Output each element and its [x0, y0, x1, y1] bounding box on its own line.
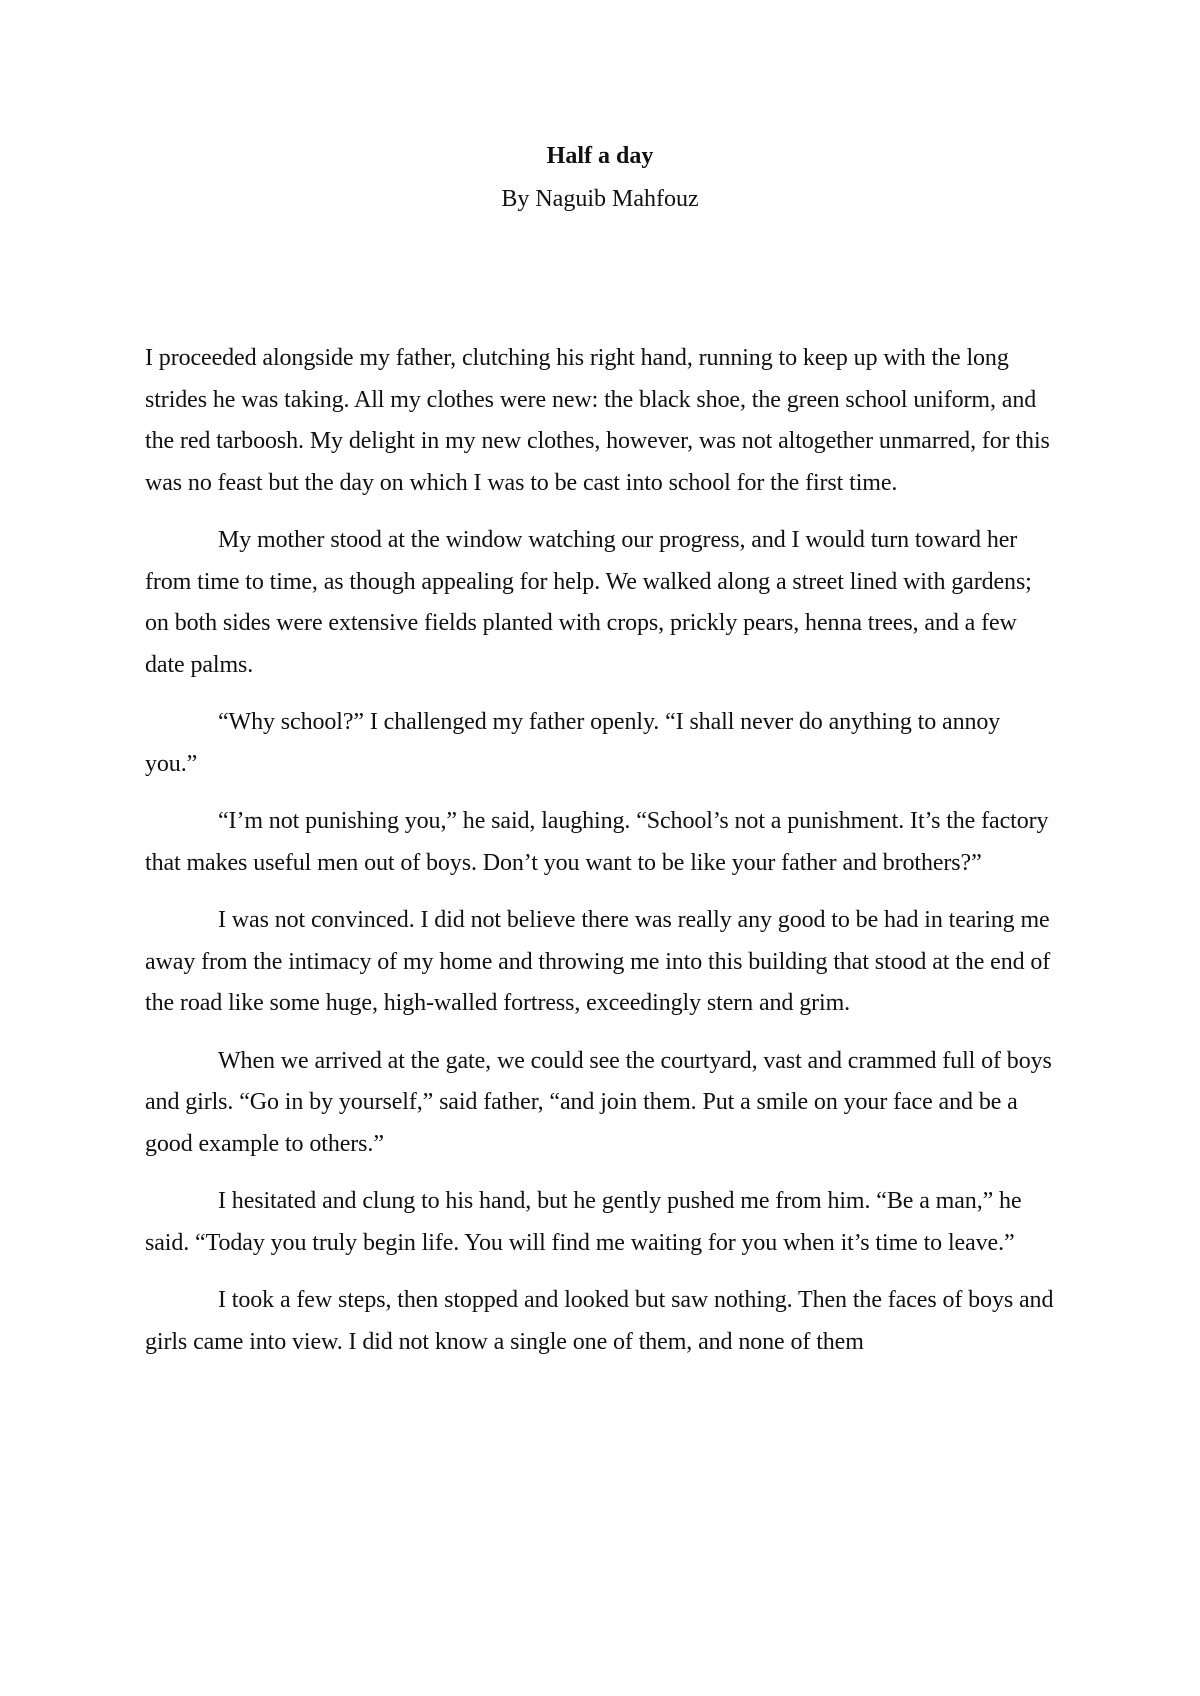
paragraph-6: When we arrived at the gate, we could see the courtyard, vast and crammed full of boys and girls. “Go in by yourself,” said father, “and join them. Put a smile on your face and be a good example to others.” [145, 1047, 1052, 1157]
story-body [145, 338, 1055, 1379]
paragraph-2: My mother stood at the window watching our progress, and I would turn toward her from time to time, as though appealing for help. We walked along a street lined with gardens; on both sides were extensive fields planted with crops, prickly pears, henna trees, and a few date palms. [145, 527, 1032, 678]
paragraph-1: I proceeded alongside my father, clutching his right hand, running to keep up with the long strides he was taking. All my clothes were new: the black shoe, the green school uniform, and the red tarboosh. My delight in my new clothes, however, was not altogether unmarred, for this was no feast but the day on which I was to be cast into school for the first time. [145, 345, 1050, 496]
paragraph-8: I took a few steps, then stopped and looked but saw nothing. Then the faces of boys and girls came into view. I did not know a single one of them, and none of them [145, 1287, 1054, 1355]
paragraph-7: I hesitated and clung to his hand, but he gently pushed me from him. “Be a man,” he said. “Today you truly begin life. You will find me waiting for you when it’s time to leave.” [145, 1188, 1022, 1256]
story-author: By Naguib Mahfouz [501, 186, 699, 212]
paragraph-4: “I’m not punishing you,” he said, laughing. “School’s not a punishment. It’s the factory that makes useful men out of boys. Don’t you want to be like your father and brothers?” [145, 808, 1049, 876]
story-title: Half a day [546, 143, 654, 169]
paragraph-5: I was not convinced. I did not believe there was really any good to be had in tearing me away from the intimacy of my home and throwing me into this building that stood at the end of the road like some huge, high-walled fortress, exceedingly stern and grim. [145, 907, 1051, 1016]
paragraph-3: “Why school?” I challenged my father openly. “I shall never do anything to annoy you.” [145, 709, 1001, 777]
